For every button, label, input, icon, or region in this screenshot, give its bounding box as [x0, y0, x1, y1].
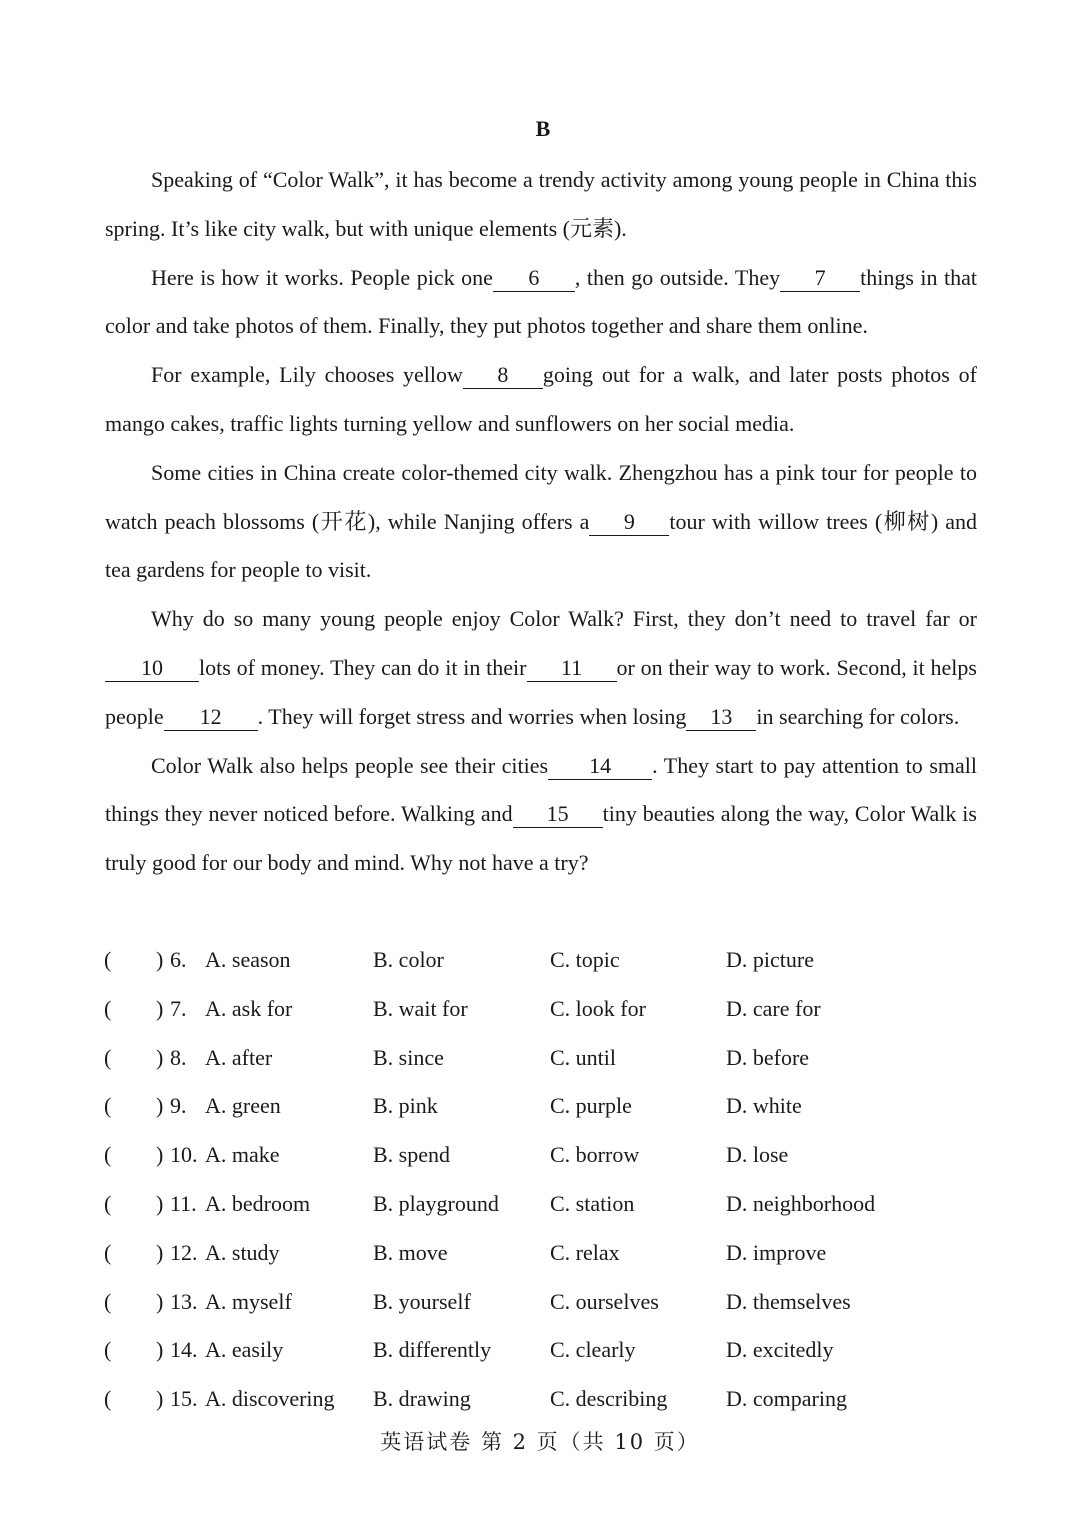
option-c[interactable]: C. relax	[550, 1239, 620, 1265]
answer-options	[104, 936, 984, 1424]
paragraph-3	[105, 351, 977, 449]
question-number: 10.	[170, 1142, 198, 1168]
option-d[interactable]: D. improve	[726, 1239, 827, 1265]
paragraph-text: things in that color and take photos of them. Finally, they put photos together and share them online.	[105, 264, 978, 339]
answer-paren-left[interactable]: (	[104, 995, 112, 1021]
answer-paren-right: )	[156, 1288, 164, 1314]
paragraph-6	[105, 742, 977, 888]
question-number: 14.	[170, 1337, 198, 1363]
answer-paren-right: )	[156, 1190, 164, 1216]
option-a[interactable]: A. after	[205, 1044, 273, 1070]
paragraph-text: Speaking of “Color Walk”, it has become a trendy activity among young people in China this spring. It’s like city walk, but with unique elements (元素).	[105, 167, 977, 241]
paragraph-2	[105, 254, 977, 352]
paragraph-4	[105, 449, 977, 595]
paragraph-text: tour with willow trees (柳树) and tea gardens for people to visit.	[105, 508, 977, 583]
option-b[interactable]: B. since	[373, 1044, 444, 1070]
paragraph-text: or on their way to work. Second, it helps people	[105, 654, 977, 729]
question-row	[104, 1180, 984, 1229]
answer-paren-left[interactable]: (	[104, 1190, 112, 1216]
question-number: 12.	[170, 1239, 198, 1265]
option-c[interactable]: C. describing	[550, 1386, 668, 1412]
reading-passage	[105, 156, 977, 888]
option-c[interactable]: C. topic	[550, 947, 620, 972]
question-row	[104, 1278, 984, 1327]
paragraph-text: . They start to pay attention to small things they never noticed before. Walking and	[105, 752, 977, 827]
question-number: 8.	[170, 1044, 187, 1070]
blank-14[interactable]: 14	[548, 753, 652, 780]
option-c[interactable]: C. until	[550, 1044, 617, 1070]
question-row	[104, 1326, 984, 1375]
paragraph-text: Some cities in China create color-themed city walk. Zhengzhou has a pink tour for people to watch peach blossoms (开花), while Nanjing offers a	[105, 459, 977, 534]
option-a[interactable]: A. season	[205, 947, 291, 972]
answer-paren-left[interactable]: (	[104, 947, 112, 972]
answer-paren-right: )	[156, 995, 164, 1021]
option-a[interactable]: A. myself	[205, 1288, 292, 1314]
answer-paren-left[interactable]: (	[104, 1337, 112, 1363]
option-a[interactable]: A. make	[205, 1142, 280, 1168]
option-c[interactable]: C. ourselves	[550, 1288, 659, 1314]
question-number: 13.	[170, 1288, 198, 1314]
paragraph-text: Color Walk also helps people see their cities	[151, 752, 549, 778]
answer-paren-left[interactable]: (	[104, 1044, 112, 1070]
option-d[interactable]: D. picture	[726, 947, 814, 972]
question-row	[104, 1375, 984, 1424]
blank-8[interactable]: 8	[463, 362, 543, 389]
paragraph-text: in searching for colors.	[756, 703, 960, 729]
option-a[interactable]: A. easily	[205, 1337, 284, 1363]
question-row	[104, 1082, 984, 1131]
paragraph-text: For example, Lily chooses yellow	[151, 362, 463, 388]
option-c[interactable]: C. borrow	[550, 1142, 640, 1168]
answer-paren-left[interactable]: (	[104, 1386, 112, 1412]
option-a[interactable]: A. green	[205, 1093, 281, 1119]
option-a[interactable]: A. study	[205, 1239, 280, 1265]
question-number: 6.	[170, 947, 187, 972]
option-d[interactable]: D. care for	[726, 995, 821, 1021]
option-a[interactable]: A. discovering	[205, 1386, 335, 1412]
option-d[interactable]: D. lose	[726, 1142, 789, 1168]
option-b[interactable]: B. playground	[373, 1190, 499, 1216]
paragraph-text: tiny beauties along the way, Color Walk is truly good for our body and mind. Why not have a try?	[105, 801, 977, 876]
option-c[interactable]: C. clearly	[550, 1337, 636, 1363]
option-d[interactable]: D. neighborhood	[726, 1190, 876, 1216]
paragraph-text: Why do so many young people enjoy Color Walk? First, they don’t need to travel far or	[151, 606, 977, 632]
option-d[interactable]: D. themselves	[726, 1288, 851, 1314]
option-d[interactable]: D. before	[726, 1044, 810, 1070]
option-b[interactable]: B. color	[373, 947, 444, 972]
answer-paren-right: )	[156, 1337, 164, 1363]
question-number: 15.	[170, 1386, 198, 1412]
question-number: 9.	[170, 1093, 187, 1119]
question-row	[104, 1131, 984, 1180]
blank-13[interactable]: 13	[686, 704, 756, 731]
question-number: 11.	[170, 1190, 197, 1216]
option-a[interactable]: A. ask for	[205, 995, 293, 1021]
paragraph-1	[105, 156, 977, 254]
option-b[interactable]: B. spend	[373, 1142, 450, 1168]
answer-paren-right: )	[156, 1386, 164, 1412]
answer-paren-right: )	[156, 1239, 164, 1265]
blank-6[interactable]: 6	[493, 265, 575, 292]
option-b[interactable]: B. wait for	[373, 995, 468, 1021]
option-d[interactable]: D. white	[726, 1093, 802, 1119]
question-row	[104, 1034, 984, 1083]
paragraph-text: . They will forget stress and worries when losing	[257, 703, 687, 729]
option-d[interactable]: D. excitedly	[726, 1337, 834, 1363]
paragraph-text: lots of money. They can do it in their	[199, 654, 527, 680]
option-b[interactable]: B. pink	[373, 1093, 438, 1119]
section-label: B	[535, 116, 551, 141]
blank-9[interactable]: 9	[589, 509, 669, 536]
blank-15[interactable]: 15	[513, 801, 603, 828]
option-c[interactable]: C. station	[550, 1190, 635, 1216]
answer-paren-right: )	[156, 1044, 164, 1070]
blank-10[interactable]: 10	[105, 655, 199, 682]
option-d[interactable]: D. comparing	[726, 1386, 847, 1412]
answer-paren-left[interactable]: (	[104, 1093, 112, 1119]
option-c[interactable]: C. purple	[550, 1093, 632, 1119]
option-b[interactable]: B. yourself	[373, 1288, 471, 1314]
question-number: 7.	[170, 995, 187, 1021]
question-row	[104, 1229, 984, 1278]
option-a[interactable]: A. bedroom	[205, 1190, 311, 1216]
page-footer: 英语试卷 第 2 页（共 10 页）	[380, 1430, 700, 1454]
answer-paren-right: )	[156, 947, 164, 972]
answer-paren-right: )	[156, 1093, 164, 1119]
answer-paren-left[interactable]: (	[104, 1239, 112, 1265]
option-c[interactable]: C. look for	[550, 995, 646, 1021]
answer-paren-left[interactable]: (	[104, 1288, 112, 1314]
blank-12[interactable]: 12	[164, 704, 258, 731]
paragraph-text: , then go outside. They	[574, 264, 781, 290]
paragraph-text: going out for a walk, and later posts photos of mango cakes, traffic lights turning yellow and sunflowers on her social media.	[105, 362, 977, 436]
answer-paren-left[interactable]: (	[104, 1142, 112, 1168]
option-b[interactable]: B. move	[373, 1239, 448, 1265]
blank-7[interactable]: 7	[780, 265, 860, 292]
paragraph-text: Here is how it works. People pick one	[151, 264, 493, 290]
paragraph-5	[105, 595, 977, 741]
question-row	[104, 985, 984, 1034]
option-b[interactable]: B. differently	[373, 1337, 492, 1363]
question-row	[104, 936, 984, 985]
option-b[interactable]: B. drawing	[373, 1386, 471, 1412]
answer-paren-right: )	[156, 1142, 164, 1168]
blank-11[interactable]: 11	[527, 655, 617, 682]
